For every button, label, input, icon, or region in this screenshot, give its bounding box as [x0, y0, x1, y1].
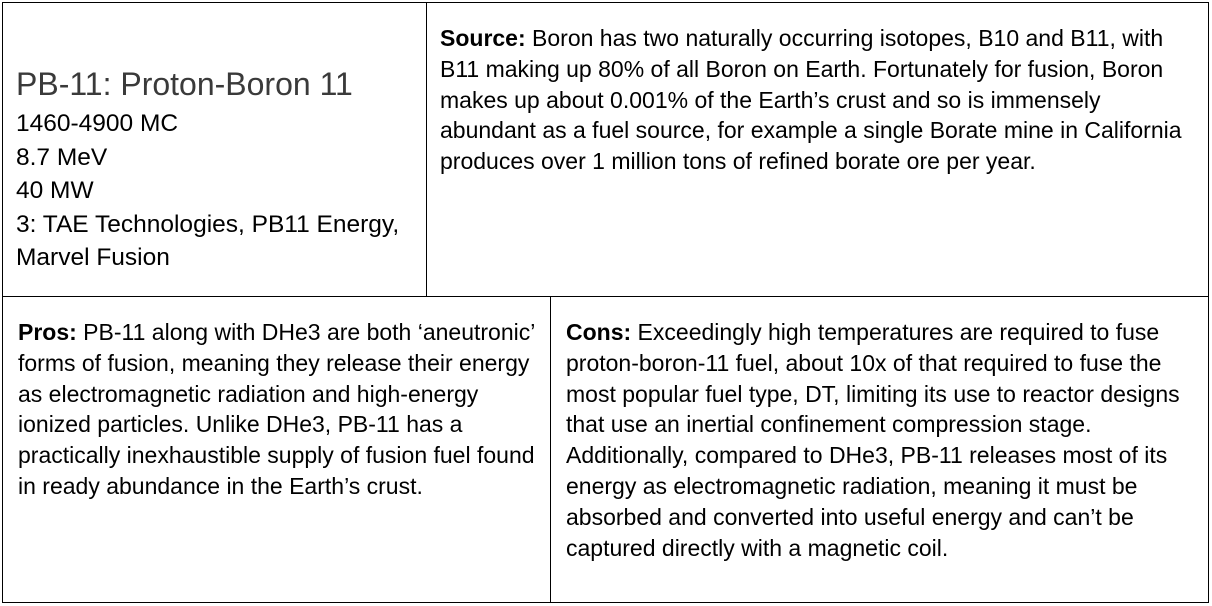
fuel-title: PB-11: Proton-Boron 11: [16, 66, 353, 102]
cons-cell: [551, 297, 1208, 602]
pros-label: Pros:: [18, 319, 77, 345]
fuel-companies: 3: TAE Technologies, PB11 Energy, Marvel Fusion: [16, 210, 400, 271]
fuel-summary-cell: [3, 3, 427, 296]
source-label: Source:: [440, 25, 526, 51]
fuel-card: [2, 2, 1209, 603]
card-bottom-row: [3, 297, 1208, 602]
pros-cell: [3, 297, 551, 602]
pros-paragraph: [18, 317, 540, 502]
pros-text: PB-11 along with DHe3 are both ‘aneutronic’ forms of fusion, meaning they release their energy as electromagnetic radiation and high-energy ionized particles. Unlike DHe3, PB-11 has a practically inexhaustible supply of fusion fuel found in ready abundance in the Earth’s crust.: [18, 319, 535, 499]
card-top-row: [3, 3, 1208, 297]
cons-paragraph: [566, 317, 1196, 563]
fuel-energy: 8.7 MeV: [16, 143, 108, 171]
source-text: Boron has two naturally occurring isotopes, B10 and B11, with B11 making up 80% of all Boron on Earth. Fortunately for fusion, Boron makes up about 0.001% of the Earth’s crust and so is immensely abundant as a fuel source, for example a single Borate mine in California produces over 1 million tons of refined borate ore per year.: [440, 25, 1182, 175]
cons-label: Cons:: [566, 319, 632, 345]
source-cell: [427, 3, 1208, 296]
fuel-power: 40 MW: [16, 177, 94, 204]
source-paragraph: [440, 23, 1194, 177]
fuel-temperature: 1460-4900 MC: [16, 110, 179, 137]
cons-text: Exceedingly high temperatures are required to fuse proton-boron-11 fuel, about 10x of that required to fuse the most popular fuel type, DT, limiting its use to reactor designs that use an inertial confinement compression stage. Additionally, compared to DHe3, PB-11 releases most of its energy as electromagnetic radiation, meaning it must be absorbed and converted into useful energy and can’t be captured directly with a magnetic coil.: [566, 319, 1180, 561]
